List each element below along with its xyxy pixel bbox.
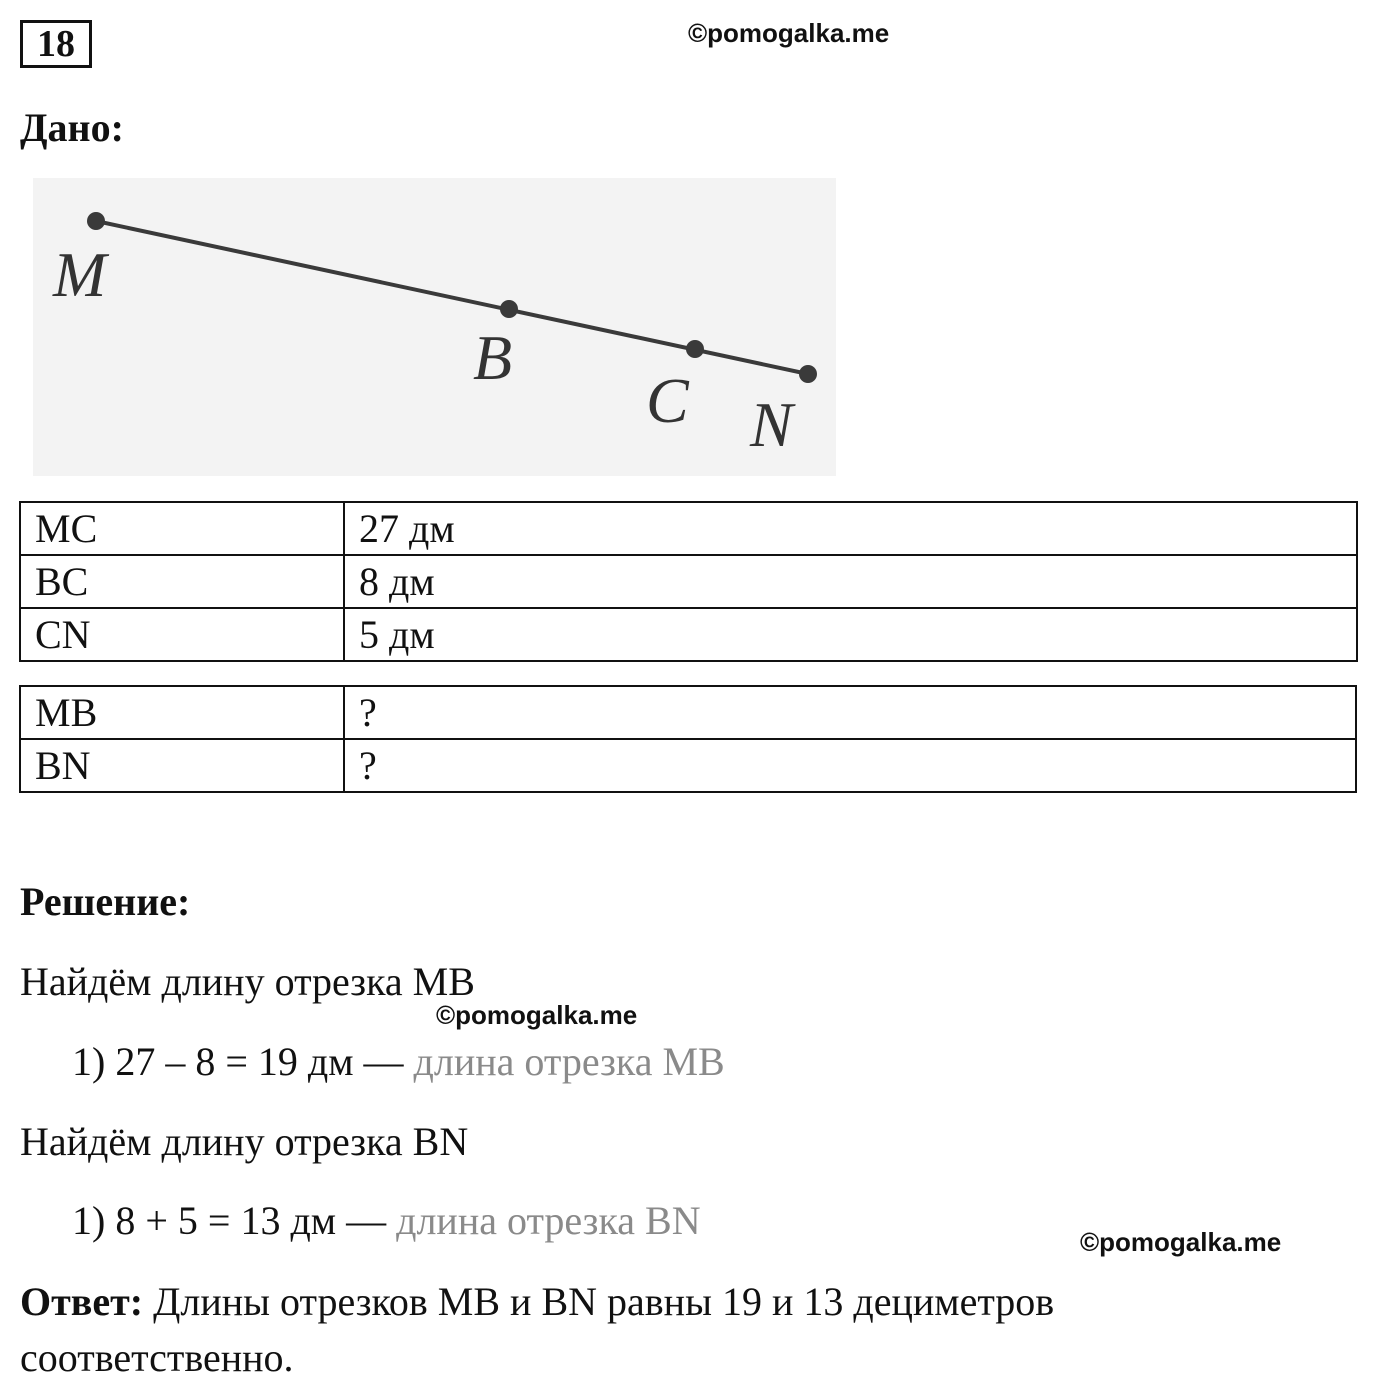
table-row <box>20 555 1357 608</box>
solution-heading: Решение: <box>20 879 191 924</box>
point-n <box>799 365 817 383</box>
table-row <box>20 608 1357 661</box>
segment-figure <box>33 178 836 476</box>
label-c: C <box>646 365 689 436</box>
answer-label: Ответ: <box>20 1279 144 1324</box>
label-n: N <box>750 389 793 460</box>
step2-calc: 1) 8 + 5 = 13 дм — <box>72 1198 387 1243</box>
point-c <box>686 340 704 358</box>
answer-text-continued: соответственно. <box>20 1335 294 1380</box>
given-value: 5 дм <box>344 608 1357 661</box>
given-table <box>19 501 1358 662</box>
watermark-bottom: ©pomogalka.me <box>1080 1227 1282 1257</box>
point-m <box>87 212 105 230</box>
given-key: MC <box>20 502 344 555</box>
answer-text: Длины отрезков MB и BN равны 19 и 13 дециметров <box>153 1279 1055 1324</box>
step1-note: длина отрезка MB <box>413 1039 725 1084</box>
step1-line <box>72 1038 725 1085</box>
label-b: B <box>473 322 513 393</box>
table-row <box>20 739 1356 792</box>
given-heading: Дано: <box>20 105 124 150</box>
step2-note: длина отрезка BN <box>396 1198 701 1243</box>
watermark-middle: ©pomogalka.me <box>436 1000 638 1030</box>
step2-title: Найдём длину отрезка BN <box>20 1119 469 1164</box>
table-row <box>20 686 1356 739</box>
find-key: BN <box>20 739 344 792</box>
given-value: 8 дм <box>344 555 1357 608</box>
given-value: 27 дм <box>344 502 1357 555</box>
find-key: MB <box>20 686 344 739</box>
find-table <box>19 685 1357 793</box>
segment-diagram <box>33 178 836 476</box>
step2-line <box>72 1197 701 1244</box>
given-key: CN <box>20 608 344 661</box>
label-m: M <box>53 239 107 310</box>
table-row <box>20 502 1357 555</box>
find-value: ? <box>344 686 1356 739</box>
task-number: 18 <box>20 20 92 68</box>
answer-line <box>20 1278 1054 1325</box>
watermark-top: ©pomogalka.me <box>688 18 890 48</box>
given-key: BC <box>20 555 344 608</box>
find-value: ? <box>344 739 1356 792</box>
point-b <box>500 300 518 318</box>
step1-title: Найдём длину отрезка MB <box>20 959 475 1004</box>
step1-calc: 1) 27 – 8 = 19 дм — <box>72 1039 404 1084</box>
